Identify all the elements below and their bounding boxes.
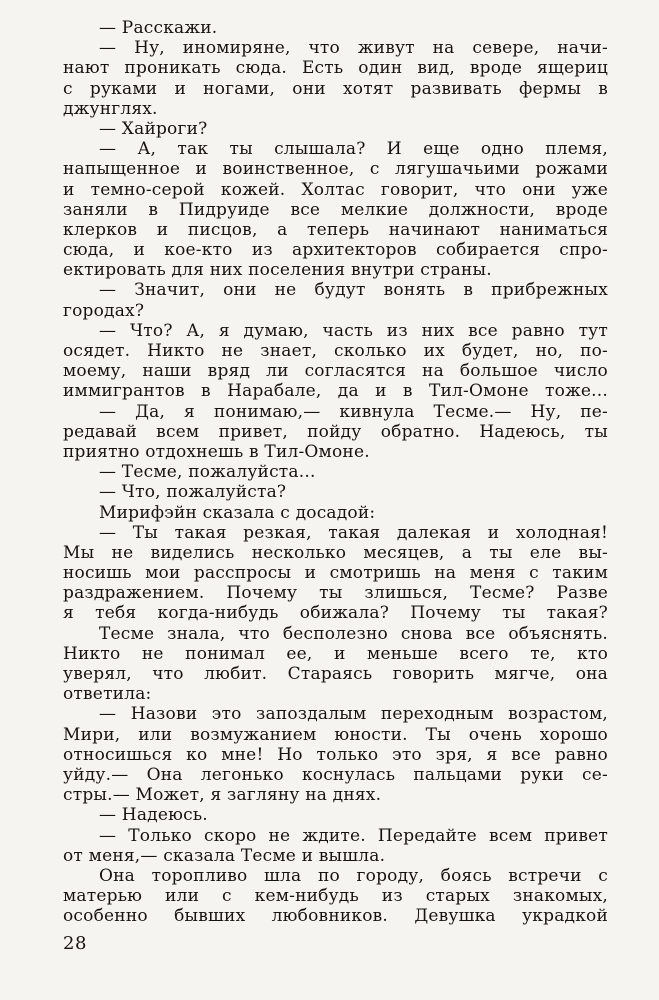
text-line: напыщенное и воинственное, с лягушачьими рожами xyxy=(63,159,608,180)
text-line: стры.— Может, я загляну на днях. xyxy=(63,785,382,806)
text-line: раздражением. Почему ты злишься, Тесме? Разве xyxy=(63,583,608,604)
text-line: городах? xyxy=(63,300,145,321)
text-line: Мирифэйн сказала с досадой: xyxy=(99,502,376,523)
text-line: — Ну, иномиряне, что живут на севере, начи- xyxy=(99,38,608,59)
text-line: моему, наши вряд ли согласятся на большое число xyxy=(63,361,608,382)
text-line: Мири, или возмужанием юности. Ты очень хорошо xyxy=(63,724,608,745)
page-number: 28 xyxy=(63,933,87,954)
text-line: от меня,— сказала Тесме и вышла. xyxy=(63,845,386,866)
page-text xyxy=(63,18,608,926)
text-line: Тесме знала, что бесполезно снова все объяснять. xyxy=(99,623,608,644)
text-line: редавай всем привет, пойду обратно. Надеюсь, ты xyxy=(63,421,608,442)
text-line: относишься ко мне! Но только это зря, я все равно xyxy=(63,744,608,765)
text-line: я тебя когда-нибудь обижала? Почему ты такая? xyxy=(63,603,608,624)
text-line: уйду.— Она легонько коснулась пальцами руки се- xyxy=(63,764,608,785)
text-line: — А, так ты слышала? И еще одно племя, xyxy=(99,139,608,160)
text-line: — Что, пожалуйста? xyxy=(99,482,287,503)
text-line: и темно-серой кожей. Холтас говорит, что они уже xyxy=(63,179,608,200)
text-line: матерью или с кем-нибудь из старых знакомых, xyxy=(63,886,608,907)
text-line: иммигрантов в Нарабале, да и в Тил-Омоне тоже... xyxy=(63,381,608,402)
text-line: нают проникать сюда. Есть один вид, вроде ящериц xyxy=(63,58,608,79)
text-line: заняли в Пидруиде все мелкие должности, вроде xyxy=(63,199,608,220)
text-line: ответила: xyxy=(63,684,152,705)
text-line: — Что? А, я думаю, часть из них все равно тут xyxy=(99,320,608,341)
text-line: — Ты такая резкая, такая далекая и холодная! xyxy=(99,522,608,543)
text-line: — Расскажи. xyxy=(99,18,218,38)
text-line: — Назови это запоздалым переходным возрастом, xyxy=(99,704,608,725)
text-line: уверял, что любит. Стараясь говорить мягче, она xyxy=(63,664,608,684)
text-line: носишь мои расспросы и смотришь на меня с таким xyxy=(63,563,608,584)
text-line: — Да, я понимаю,— кивнула Тесме.— Ну, пе- xyxy=(99,401,608,422)
text-line: ектировать для них поселения внутри страны. xyxy=(63,260,492,281)
text-line: — Тесме, пожалуйста... xyxy=(99,462,316,483)
text-line: Мы не виделись несколько месяцев, а ты еле вы- xyxy=(63,542,608,563)
text-line: — Значит, они не будут вонять в прибрежных xyxy=(99,280,608,301)
text-line: джунглях. xyxy=(63,98,158,119)
text-line: с руками и ногами, они хотят развивать фермы в xyxy=(63,78,608,99)
text-line: — Надеюсь. xyxy=(99,805,208,826)
text-line: Никто не понимал ее, и меньше всего те, кто xyxy=(63,643,608,664)
text-line: особенно бывших любовников. Девушка украдкой xyxy=(63,906,608,927)
text-line: — Только скоро не ждите. Передайте всем привет xyxy=(99,825,608,846)
text-line: сюда, и кое-кто из архитекторов собирается спро- xyxy=(63,240,608,261)
text-line: Она торопливо шла по городу, боясь встречи с xyxy=(99,865,608,886)
text-line: клерков и писцов, а теперь начинают наниматься xyxy=(63,219,608,240)
text-line: — Хайроги? xyxy=(99,118,208,139)
text-line: приятно отдохнешь в Тил-Омоне. xyxy=(63,441,370,462)
text-line: осядет. Никто не знает, сколько их будет, но, по- xyxy=(63,341,608,361)
